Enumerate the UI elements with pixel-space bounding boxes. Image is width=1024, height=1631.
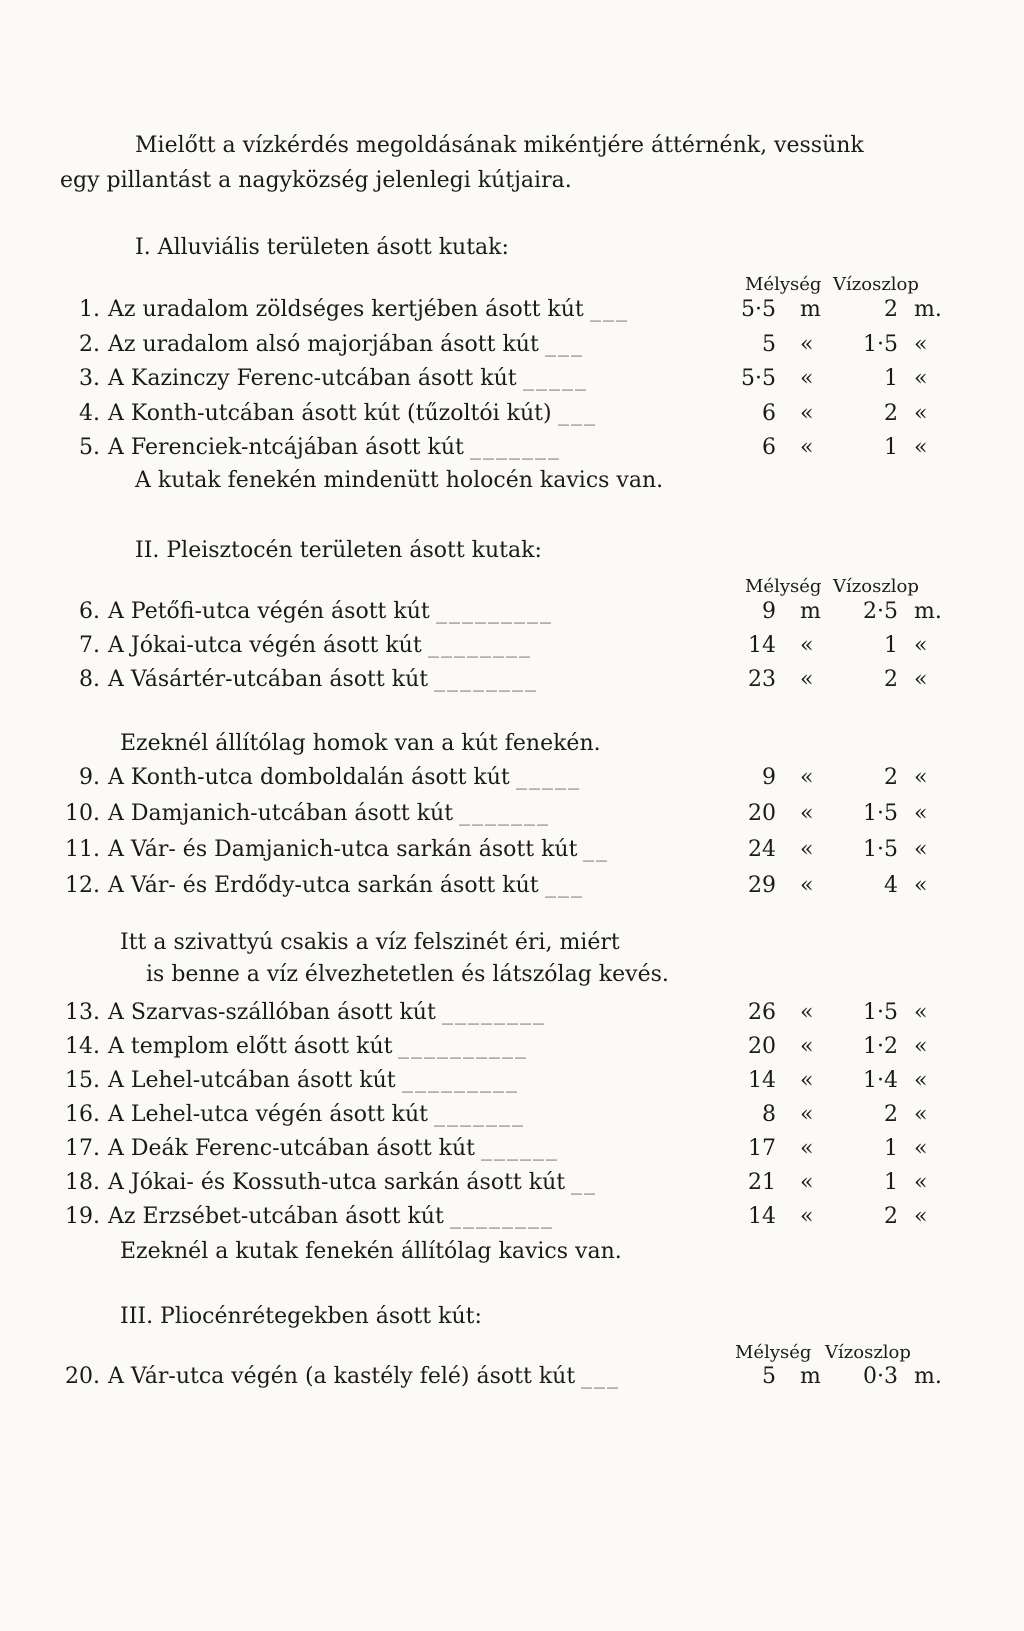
row-number: 11.: [65, 837, 100, 862]
well-description: A Jókai- és Kossuth-utca sarkán ásott kút: [108, 1170, 566, 1195]
leader-dots: ______: [481, 1136, 559, 1161]
leader-dots: ___: [581, 1364, 620, 1389]
row-number: 17.: [65, 1136, 100, 1161]
table-row: [0, 1036, 1024, 1066]
water-column-unit: «: [914, 633, 928, 658]
water-column-value: 1·2: [863, 1034, 898, 1059]
table-row: [0, 601, 1024, 631]
well-description: A Vár- és Erdődy-utca sarkán ásott kút: [108, 873, 539, 898]
water-column-unit: m.: [914, 297, 942, 322]
leader-dots: __: [583, 837, 609, 862]
depth-value: 24: [748, 837, 776, 862]
depth-unit: «: [800, 400, 814, 426]
depth-unit: «: [800, 801, 814, 826]
leader-dots: ________: [450, 1204, 554, 1229]
depth-unit: «: [800, 1136, 814, 1161]
table-row: [0, 331, 1024, 364]
water-column-unit: «: [914, 1034, 928, 1059]
section-2-note-a: Ezeknél állítólag homok van a kút fenekén.: [120, 731, 601, 756]
depth-value: 14: [748, 1068, 776, 1093]
row-number: 1.: [79, 297, 100, 322]
well-description: Az uradalom alsó majorjában ásott kút: [108, 331, 539, 357]
row-number: 7.: [79, 633, 100, 658]
leader-dots: _____: [523, 366, 588, 391]
depth-value: 9: [762, 765, 776, 790]
water-column-unit: «: [914, 873, 928, 898]
depth-unit: «: [800, 1000, 814, 1025]
table-row: [0, 875, 1024, 905]
depth-value: 14: [748, 633, 776, 658]
leader-dots: ________: [442, 1000, 546, 1025]
water-column-value: 1·5: [863, 801, 898, 826]
depth-value: 20: [748, 1034, 776, 1059]
table-row: [0, 299, 1024, 329]
table-row: [0, 1172, 1024, 1202]
depth-unit: «: [800, 1034, 814, 1059]
depth-unit: «: [800, 366, 814, 391]
leader-dots: ___: [545, 873, 584, 898]
depth-value: 9: [762, 599, 776, 624]
water-column-value: 2: [884, 1204, 898, 1229]
section-2-heading: II. Pleisztocén területen ásott kutak:: [135, 538, 542, 563]
water-column-value: 2: [884, 667, 898, 692]
intro-line-2: egy pillantást a nagyközség jelenlegi kútjaira.: [60, 168, 572, 193]
table-row: [0, 1002, 1024, 1032]
well-description: A templom előtt ásott kút: [108, 1034, 393, 1059]
table-row: [0, 1206, 1024, 1236]
water-column-unit: «: [914, 1136, 928, 1161]
leader-dots: ________: [434, 667, 538, 692]
water-column-value: 2: [884, 400, 898, 426]
depth-value: 6: [762, 400, 776, 426]
row-number: 15.: [65, 1068, 100, 1093]
row-number: 19.: [65, 1204, 100, 1229]
row-number: 12.: [65, 873, 100, 898]
section-3-col-depth: Mélység: [735, 1342, 812, 1363]
row-number: 20.: [65, 1364, 100, 1389]
depth-unit: «: [800, 667, 814, 692]
section-3-col-water: Vízoszlop: [825, 1342, 911, 1363]
table-row: [0, 400, 1024, 433]
water-column-value: 4: [884, 873, 898, 898]
table-row: [0, 803, 1024, 833]
water-column-unit: m.: [914, 1364, 942, 1389]
water-column-value: 1: [884, 435, 898, 460]
water-column-unit: «: [914, 801, 928, 826]
leader-dots: ___: [558, 400, 597, 426]
leader-dots: ___: [545, 331, 584, 357]
leader-dots: _______: [459, 801, 550, 826]
row-number: 14.: [65, 1034, 100, 1059]
water-column-value: 1: [884, 1170, 898, 1195]
water-column-unit: «: [914, 1068, 928, 1093]
table-row: [0, 767, 1024, 797]
intro-line-1: Mielőtt a vízkérdés megoldásának mikéntjére áttérnénk, vessünk: [135, 133, 864, 158]
section-2-note-b2: is benne a víz élvezhetetlen és látszólag kevés.: [146, 962, 669, 987]
section-2-note-c: Ezeknél a kutak fenekén állítólag kavics van.: [120, 1239, 622, 1264]
depth-value: 5·5: [741, 366, 776, 391]
leader-dots: ___: [590, 297, 629, 322]
depth-value: 26: [748, 1000, 776, 1025]
well-description: A Vár-utca végén (a kastély felé) ásott kút: [108, 1364, 576, 1389]
water-column-value: 1·5: [863, 331, 898, 357]
water-column-value: 1: [884, 633, 898, 658]
water-column-unit: «: [914, 331, 928, 357]
section-1-col-depth: Mélység: [745, 274, 822, 295]
water-column-value: 1: [884, 1136, 898, 1161]
well-description: A Jókai-utca végén ásott kút: [108, 633, 422, 658]
depth-unit: «: [800, 1170, 814, 1195]
row-number: 10.: [65, 801, 100, 826]
depth-unit: «: [800, 435, 814, 460]
depth-value: 14: [748, 1204, 776, 1229]
row-number: 2.: [79, 331, 100, 357]
depth-unit: m: [800, 1364, 821, 1389]
section-2-note-b1: Itt a szivattyú csakis a víz felszinét éri, miért: [120, 930, 620, 955]
water-column-unit: «: [914, 667, 928, 692]
well-description: A Damjanich-utcában ásott kút: [108, 801, 454, 826]
section-1-col-water: Vízoszlop: [833, 274, 919, 295]
well-description: A Lehel-utca végén ásott kút: [108, 1102, 428, 1127]
depth-unit: «: [800, 633, 814, 658]
water-column-value: 2·5: [863, 599, 898, 624]
depth-value: 17: [748, 1136, 776, 1161]
table-row: [0, 839, 1024, 869]
leader-dots: __: [571, 1170, 597, 1195]
row-number: 5.: [79, 435, 100, 460]
row-number: 13.: [65, 1000, 100, 1025]
depth-unit: «: [800, 873, 814, 898]
section-2-col-depth: Mélység: [745, 576, 822, 597]
water-column-unit: «: [914, 837, 928, 862]
well-description: A Konth-utca domboldalán ásott kút: [108, 765, 510, 790]
table-row: [0, 437, 1024, 467]
leader-dots: _______: [434, 1102, 525, 1127]
water-column-value: 1·5: [863, 837, 898, 862]
row-number: 18.: [65, 1170, 100, 1195]
depth-value: 5: [762, 1364, 776, 1389]
table-row: [0, 368, 1024, 398]
leader-dots: _________: [436, 599, 553, 624]
well-description: A Szarvas-szállóban ásott kút: [108, 1000, 436, 1025]
water-column-value: 1: [884, 366, 898, 391]
depth-unit: «: [800, 1204, 814, 1229]
row-number: 16.: [65, 1102, 100, 1127]
depth-unit: «: [800, 1068, 814, 1093]
depth-value: 20: [748, 801, 776, 826]
depth-value: 21: [748, 1170, 776, 1195]
well-description: A Konth-utcában ásott kút (tűzoltói kút): [108, 400, 552, 426]
section-3-heading: III. Pliocénrétegekben ásott kút:: [120, 1304, 482, 1329]
water-column-unit: «: [914, 366, 928, 391]
water-column-unit: «: [914, 400, 928, 426]
water-column-unit: «: [914, 435, 928, 460]
water-column-value: 1·4: [863, 1068, 898, 1093]
row-number: 3.: [79, 366, 100, 391]
depth-unit: m: [800, 297, 821, 322]
well-description: A Petőfi-utca végén ásott kút: [108, 599, 430, 624]
water-column-unit: «: [914, 1204, 928, 1229]
leader-dots: __________: [398, 1034, 528, 1059]
well-description: A Vásártér-utcában ásott kút: [108, 667, 429, 692]
water-column-value: 2: [884, 765, 898, 790]
depth-value: 5: [762, 331, 776, 357]
table-row: [0, 1138, 1024, 1168]
row-number: 4.: [79, 400, 100, 426]
table-row: [0, 1104, 1024, 1134]
row-number: 9.: [79, 765, 100, 790]
depth-unit: m: [800, 599, 821, 624]
row-number: 8.: [79, 667, 100, 692]
water-column-unit: m.: [914, 599, 942, 624]
water-column-unit: «: [914, 1000, 928, 1025]
well-description: A Lehel-utcában ásott kút: [108, 1068, 396, 1093]
table-row: [0, 1366, 1024, 1396]
depth-unit: «: [800, 765, 814, 790]
depth-value: 29: [748, 873, 776, 898]
leader-dots: _________: [402, 1068, 519, 1093]
section-1-heading: I. Alluviális területen ásott kutak:: [135, 235, 509, 260]
row-number: 6.: [79, 599, 100, 624]
water-column-unit: «: [914, 1170, 928, 1195]
water-column-unit: «: [914, 1102, 928, 1127]
depth-value: 6: [762, 435, 776, 460]
section-1-note: A kutak fenekén mindenütt holocén kavics van.: [135, 468, 664, 493]
table-row: [0, 635, 1024, 665]
well-description: Az uradalom zöldséges kertjében ásott kút: [108, 297, 584, 322]
leader-dots: ________: [428, 633, 532, 658]
table-row: [0, 1070, 1024, 1100]
depth-unit: «: [800, 837, 814, 862]
well-description: A Vár- és Damjanich-utca sarkán ásott kút: [108, 837, 578, 862]
depth-value: 5·5: [741, 297, 776, 322]
water-column-value: 2: [884, 297, 898, 322]
leader-dots: _____: [516, 765, 581, 790]
depth-unit: «: [800, 331, 814, 357]
well-description: A Ferenciek-ntcájában ásott kút: [108, 435, 464, 460]
water-column-value: 0·3: [863, 1364, 898, 1389]
well-description: A Deák Ferenc-utcában ásott kút: [108, 1136, 475, 1161]
well-description: A Kazinczy Ferenc-utcában ásott kút: [108, 366, 517, 391]
depth-value: 8: [762, 1102, 776, 1127]
water-column-value: 1·5: [863, 1000, 898, 1025]
table-row: [0, 669, 1024, 699]
water-column-value: 2: [884, 1102, 898, 1127]
depth-value: 23: [748, 667, 776, 692]
depth-unit: «: [800, 1102, 814, 1127]
well-description: Az Erzsébet-utcában ásott kút: [108, 1204, 444, 1229]
water-column-unit: «: [914, 765, 928, 790]
section-2-col-water: Vízoszlop: [833, 576, 919, 597]
leader-dots: _______: [470, 435, 561, 460]
